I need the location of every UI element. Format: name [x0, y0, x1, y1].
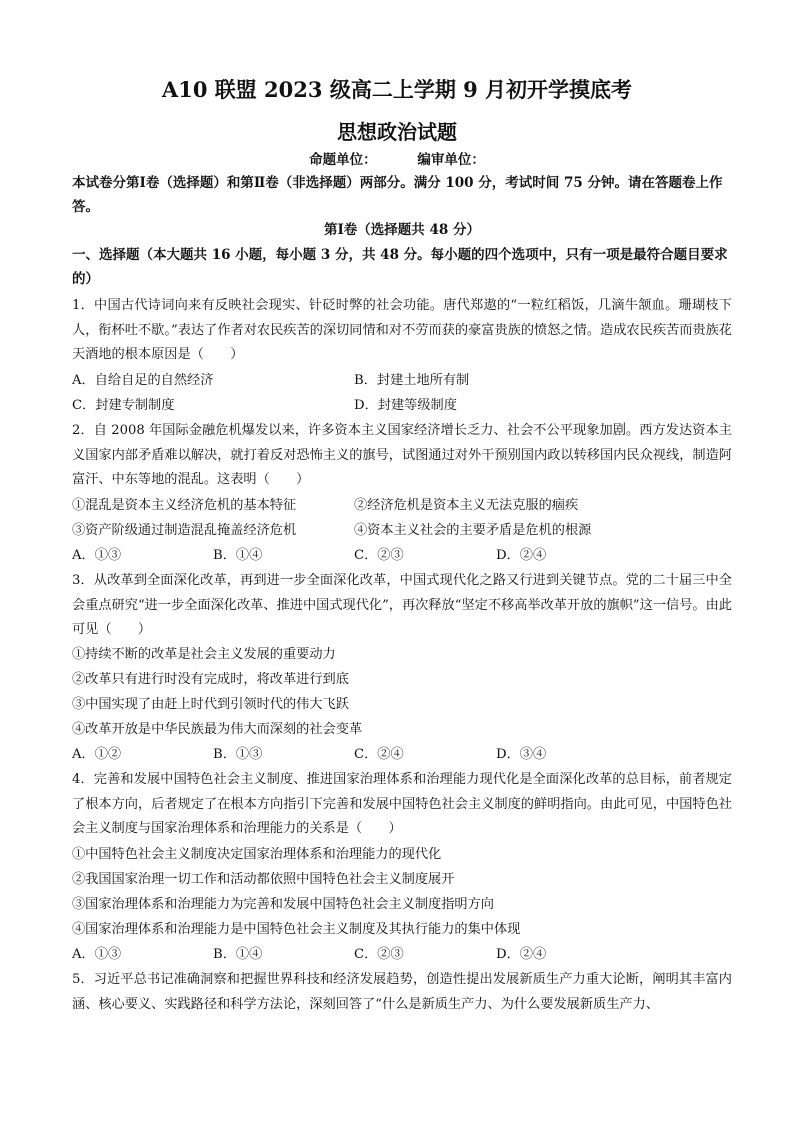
- question-2-statements-row-1: [72, 494, 732, 518]
- question-3-option-a: A．①②: [72, 747, 122, 762]
- question-2-statement-2: ②经济危机是资本主义无法克服的痼疾: [354, 498, 579, 513]
- question-3-option-c: C．②④: [354, 747, 404, 762]
- question-1-option-c: C．封建专制制度: [72, 398, 175, 413]
- question-4-option-c: C．②③: [354, 947, 404, 962]
- question-1-option-d: D．封建等级制度: [354, 398, 457, 413]
- question-4-option-d: D．②④: [496, 947, 547, 962]
- question-3-stem: 3．从改革到全面深化改革，再到进一步全面深化改革，中国式现代化之路又行进到关键节点。党的二十届三中全会重点研究“进一步全面深化改革、推进中国式现代化”，再次释放“坚定不移高举改革开放的旗帜”这一信号。由此可见（ ）: [72, 573, 732, 637]
- question-4-options: [72, 943, 732, 967]
- question-5-stem: 5．习近平总书记准确洞察和把握世界科技和经济发展趋势，创造性提出发展新质生产力重大论断，阐明其丰富内涵、核心要义、实践路径和科学方法论，深刻回答了“什么是新质生产力、为什么要发展新质生产力、: [72, 972, 732, 1012]
- question-2-statements-row-2: [72, 519, 732, 543]
- question-2-statement-1: ①混乱是资本主义经济危机的基本特征: [72, 498, 297, 513]
- unit-proposer: 命题单位：: [309, 152, 377, 168]
- question-3-statement-1: ①持续不断的改革是社会主义发展的重要动力: [72, 647, 336, 662]
- question-1-option-b: B．封建土地所有制: [354, 373, 470, 388]
- question-2-option-d: D．②④: [496, 548, 547, 563]
- question-3-option-d: D．③④: [496, 747, 547, 762]
- question-3-options: [72, 743, 732, 767]
- question-3-statement-2: ②改革只有进行时没有完成时，将改革进行到底: [72, 672, 349, 687]
- question-2-option-a: A．①③: [72, 548, 122, 563]
- question-4-option-a: A．①③: [72, 947, 122, 962]
- unit-reviewer: 编审单位：: [417, 152, 485, 168]
- question-1-options-row-2: [72, 394, 732, 418]
- exam-title: A10 联盟 2023 级高二上学期 9 月初开学摸底考: [161, 77, 633, 102]
- question-3-statement-4: ④改革开放是中华民族最为伟大而深刻的社会变革: [72, 722, 363, 737]
- question-4-option-b: B．①④: [213, 947, 263, 962]
- question-2-statement-4: ④资本主义社会的主要矛盾是危机的根源: [354, 523, 592, 538]
- question-4-statement-2: ②我国国家治理一切工作和活动都依照中国特色社会主义制度展开: [72, 872, 455, 887]
- question-3-option-b: B．①③: [213, 747, 263, 762]
- exam-units: [0, 148, 794, 168]
- question-2-stem: 2．自 2008 年国际金融危机爆发以来，许多资本主义国家经济增长乏力、社会不公平现象加剧。西方发达资本主义国家内部矛盾难以解决，就打着反对恐怖主义的旗号，试图通过对外干预别国内政以转移国内民众视线，制造阿富汗、中东等地的混乱。这表明（ ）: [72, 423, 732, 487]
- exam-intro: 本试卷分第Ⅰ卷（选择题）和第Ⅱ卷（非选择题）两部分。满分 100 分，考试时间 75 分钟。请在答题卷上作答。: [72, 175, 723, 215]
- question-4-stem: 4．完善和发展中国特色社会主义制度、推进国家治理体系和治理能力现代化是全面深化改革的总目标，前者规定了根本方向，后者规定了在根本方向指引下完善和发展中国特色社会主义制度的鲜明指向。由此可见，中国特色社会主义制度与国家治理体系和治理能力的关系是（ ）: [72, 772, 732, 836]
- exam-subtitle: 思想政治试题: [337, 120, 457, 144]
- question-4-statement-1: ①中国特色社会主义制度决定国家治理体系和治理能力的现代化: [72, 847, 442, 862]
- question-4-statement-4: ④国家治理体系和治理能力是中国特色社会主义制度及其执行能力的集中体现: [72, 922, 521, 937]
- question-1-option-a: A．自给自足的自然经济: [72, 373, 214, 388]
- question-2-options: [72, 544, 732, 568]
- question-1-stem: 1．中国古代诗词向来有反映社会现实、针砭时弊的社会功能。唐代郑遨的“一粒红稻饭，几滴牛颔血。珊瑚枝下人，衔杯吐不歇。”表达了作者对农民疾苦的深切同情和对不劳而获的豪富贵族的愤怒之情。造成农民疾苦而贵族花天酒地的根本原因是（ ）: [72, 298, 732, 362]
- question-2-statement-3: ③资产阶级通过制造混乱掩盖经济危机: [72, 523, 297, 538]
- question-3-statement-3: ③中国实现了由赶上时代到引领时代的伟大飞跃: [72, 697, 349, 712]
- question-2-option-c: C．②③: [354, 548, 404, 563]
- part1-heading: 第Ⅰ卷（选择题共 48 分）: [323, 222, 480, 238]
- part1-instruction: 一、选择题（本大题共 16 小题，每小题 3 分，共 48 分。每小题的四个选项中，只有一项是最符合题目要求的）: [72, 247, 728, 287]
- question-1-options-row-1: [72, 369, 732, 393]
- question-2-option-b: B．①④: [213, 548, 263, 563]
- question-4-statement-3: ③国家治理体系和治理能力为完善和发展中国特色社会主义制度指明方向: [72, 897, 494, 912]
